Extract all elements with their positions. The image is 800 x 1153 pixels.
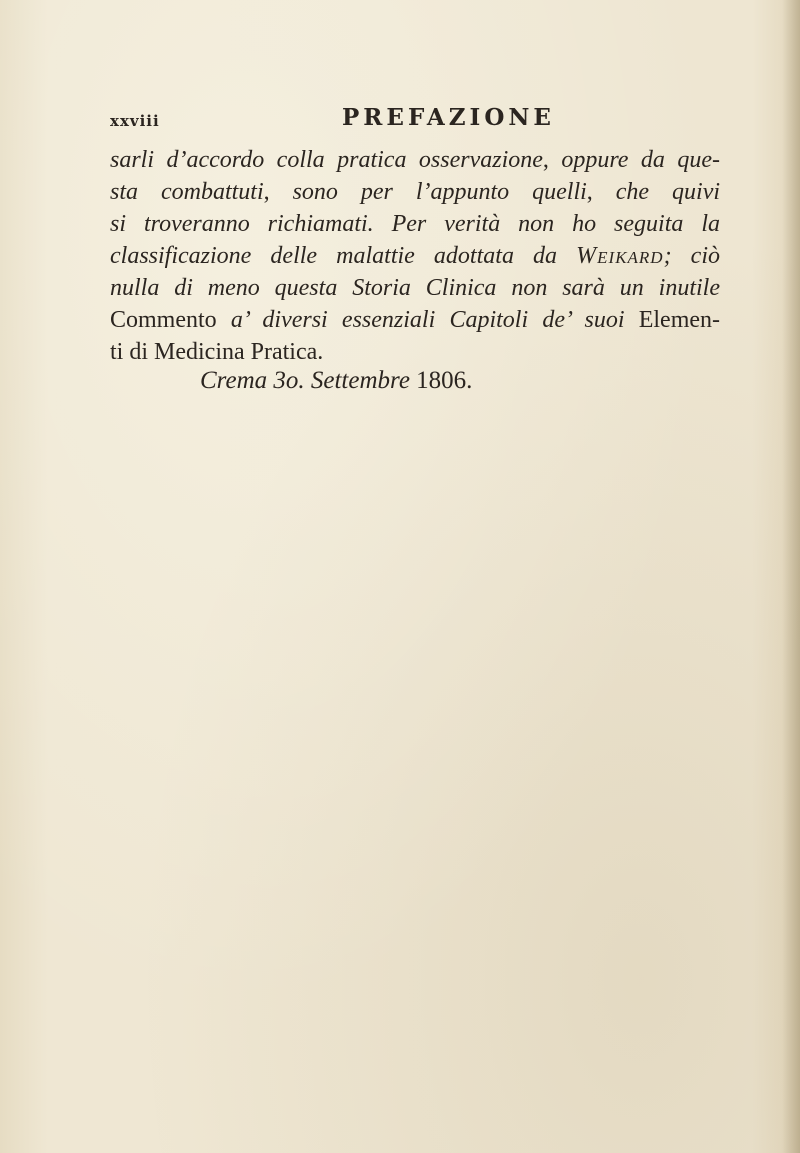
year: 1806. bbox=[409, 367, 473, 394]
line2-part-a: sta combattuti bbox=[110, 179, 264, 205]
text-line-5: nulla di meno questa Storia Clinica non sarà un inutile bbox=[110, 275, 720, 301]
text-line-1 bbox=[110, 144, 720, 176]
text-line-2 bbox=[110, 176, 720, 208]
page-header bbox=[110, 104, 710, 138]
line2-part-c: sono per l’appunto quelli bbox=[292, 179, 587, 205]
page-edge-shadow bbox=[782, 0, 800, 1153]
line2-part-d: , bbox=[586, 179, 616, 205]
text-line-4 bbox=[110, 240, 720, 272]
line1-part-c: oppure da que- bbox=[561, 147, 721, 173]
line6-part-c: Elemen- bbox=[624, 307, 721, 333]
line6-part-a: Commento bbox=[110, 307, 231, 333]
author-name-weikard: Weikard bbox=[576, 243, 664, 269]
running-title: PREFAZIONE bbox=[342, 104, 555, 131]
line6-part-b: a’ diversi essenziali Capitoli de’ suoi bbox=[230, 307, 625, 333]
text-line-3: si troveranno richiamati. Per verità non ho seguita la bbox=[110, 211, 720, 237]
page-number: xxviii bbox=[110, 112, 160, 130]
body-paragraph bbox=[110, 144, 720, 368]
text-line-7: ti di Medicina Pratica. bbox=[110, 339, 324, 365]
line4-part-a: classificazione delle malattie adottata da bbox=[110, 243, 577, 269]
line1-part-a: sarli d’accordo colla pratica osservazione bbox=[110, 147, 543, 173]
signature-dateline bbox=[200, 367, 472, 395]
text-line-6 bbox=[110, 304, 720, 336]
line2-part-e: che quivi bbox=[615, 179, 721, 205]
place-date: Crema 3o. Settembre bbox=[200, 367, 410, 394]
line1-part-b: , bbox=[542, 147, 562, 173]
line2-part-b: , bbox=[263, 179, 293, 205]
line4-part-c: ; ciò bbox=[663, 243, 720, 269]
